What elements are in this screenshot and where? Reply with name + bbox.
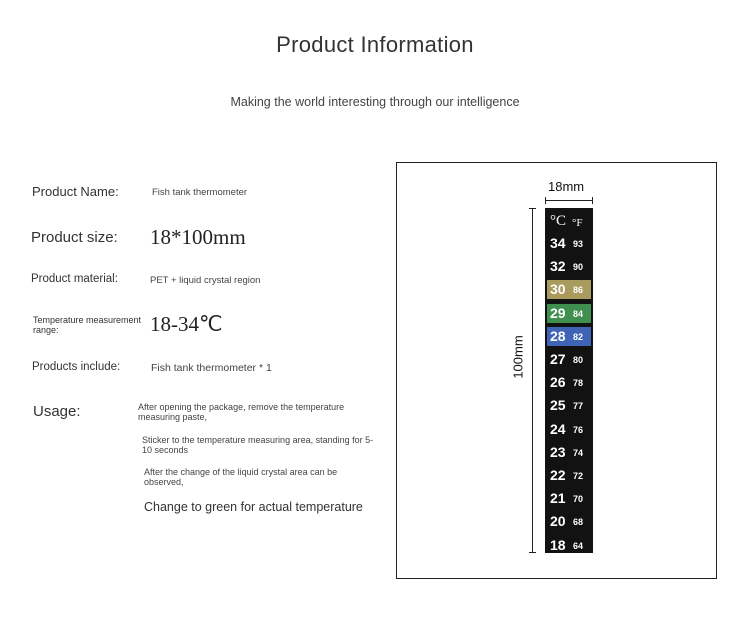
temp-row-18 <box>547 536 591 555</box>
fahrenheit-value: 80 <box>573 355 584 365</box>
product-size-value: 18*100mm <box>150 225 246 249</box>
products-include-value: Fish tank thermometer * 1 <box>151 362 272 374</box>
celsius-value: 26 <box>550 374 566 391</box>
temp-row-34 <box>547 234 591 253</box>
temp-row-28 <box>547 327 591 346</box>
temp-row-25 <box>547 396 591 415</box>
temp-row-27 <box>547 350 591 369</box>
temp-row-24 <box>547 420 591 439</box>
celsius-value: 20 <box>550 513 566 530</box>
temp-row-20 <box>547 512 591 531</box>
celsius-value: 22 <box>550 467 566 483</box>
celsius-value: 25 <box>550 397 566 414</box>
celsius-value: 23 <box>550 443 566 460</box>
celsius-value: 32 <box>550 258 566 275</box>
fahrenheit-unit: °F <box>572 217 583 229</box>
celsius-value: 24 <box>550 420 566 437</box>
usage-label: Usage: <box>33 403 81 420</box>
fahrenheit-value: 64 <box>573 540 584 551</box>
temp-row-21 <box>547 489 591 508</box>
unit-header <box>545 211 593 231</box>
fahrenheit-value: 76 <box>573 424 584 435</box>
fahrenheit-value: 77 <box>573 401 584 412</box>
usage-step-1: After opening the package, remove the temperature measuring paste, <box>138 402 345 422</box>
product-material-label: Product material: <box>31 273 118 285</box>
fahrenheit-value: 78 <box>573 378 584 389</box>
fahrenheit-value: 84 <box>573 308 584 319</box>
temp-row-32 <box>547 257 591 276</box>
usage-step-2: Sticker to the temperature measuring area, standing for 5-10 seconds <box>142 435 374 455</box>
product-name-label: Product Name: <box>32 184 119 199</box>
fahrenheit-value: 74 <box>573 447 584 458</box>
thermometer-strip <box>545 208 593 553</box>
temperature-range-label: Temperature measurement range: <box>33 315 142 335</box>
celsius-value: 34 <box>550 235 566 251</box>
product-size-label: Product size: <box>31 229 118 246</box>
fahrenheit-value: 86 <box>573 285 584 296</box>
celsius-value: 29 <box>550 304 566 321</box>
height-dimension-label: 100mm <box>510 335 526 379</box>
temperature-range-value: 18-34℃ <box>150 312 223 336</box>
temp-row-22 <box>547 466 591 485</box>
temp-row-29 <box>547 304 591 323</box>
usage-step-4: Change to green for actual temperature <box>144 500 363 514</box>
fahrenheit-value: 82 <box>573 331 584 342</box>
width-dimension-label: 18mm <box>548 179 585 194</box>
height-dimension-line <box>532 208 533 553</box>
temp-row-30 <box>547 280 591 299</box>
fahrenheit-value: 72 <box>573 471 584 481</box>
width-dimension-line <box>545 200 593 201</box>
celsius-value: 27 <box>550 351 566 367</box>
celsius-unit: °C <box>550 213 567 229</box>
celsius-value: 21 <box>550 490 566 507</box>
celsius-value: 28 <box>550 327 566 344</box>
temp-row-26 <box>547 373 591 392</box>
products-include-label: Products include: <box>32 361 121 373</box>
fahrenheit-value: 70 <box>573 494 584 505</box>
page-subtitle: Making the world interesting through our intelligence <box>230 95 520 109</box>
product-material-value: PET + liquid crystal region <box>150 275 261 286</box>
fahrenheit-value: 90 <box>573 262 584 273</box>
fahrenheit-value: 68 <box>573 517 584 528</box>
celsius-value: 18 <box>550 536 566 553</box>
product-name-value: Fish tank thermometer <box>152 187 248 198</box>
temp-row-23 <box>547 443 591 462</box>
celsius-value: 30 <box>550 281 566 298</box>
fahrenheit-value: 93 <box>573 239 584 249</box>
usage-step-3: After the change of the liquid crystal area can be observed, <box>144 467 338 487</box>
page-title: Product Information <box>276 32 474 57</box>
